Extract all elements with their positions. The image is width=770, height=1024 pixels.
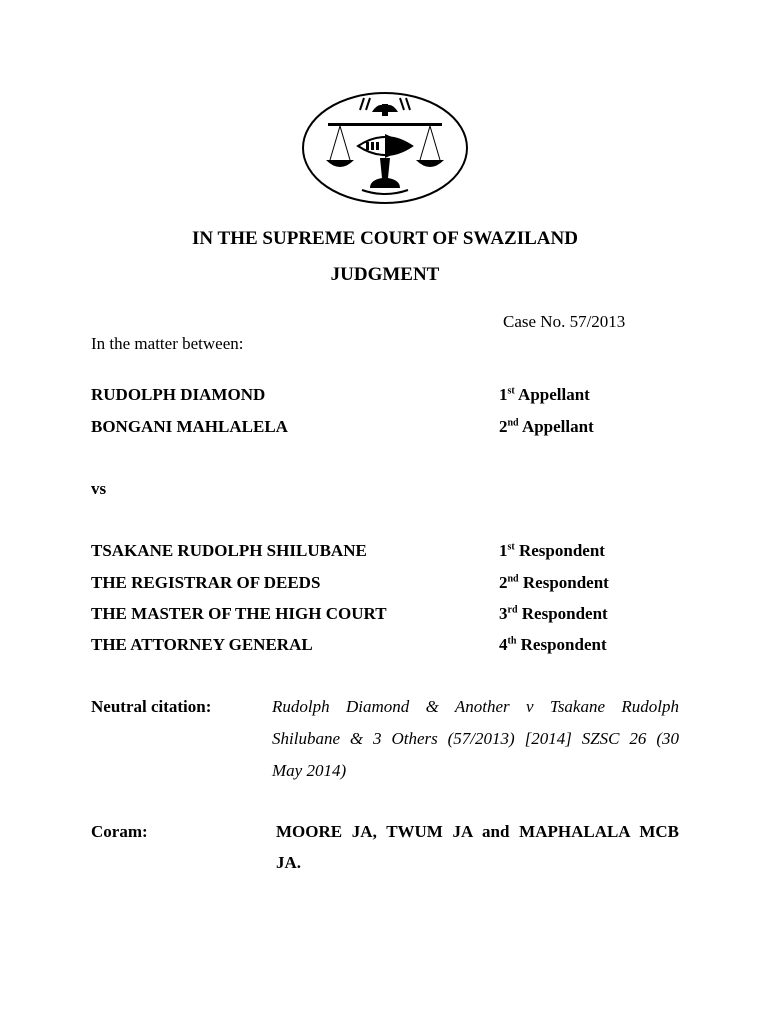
document-type: JUDGMENT xyxy=(330,264,440,285)
coram-line-2: JA. xyxy=(276,853,302,872)
respondent-1-role: 1st Respondent xyxy=(499,541,605,560)
respondent-2-role: 2nd Respondent xyxy=(499,573,609,592)
case-number: Case No. 57/2013 xyxy=(503,312,626,331)
court-seal-icon xyxy=(300,90,470,206)
versus-label: vs xyxy=(91,479,107,498)
neutral-citation-line-1: Rudolph Diamond & Another v Tsakane Rudolph xyxy=(272,697,679,716)
neutral-citation-line-2: Shilubane & 3 Others (57/2013) [2014] SZSC 26 (30 xyxy=(272,729,679,748)
court-title: IN THE SUPREME COURT OF SWAZILAND xyxy=(192,228,578,249)
coram-line-1: MOORE JA, TWUM JA and MAPHALALA MCB xyxy=(276,822,679,841)
appellant-2-name: BONGANI MAHLALELA xyxy=(91,417,288,436)
appellant-1-role: 1st Appellant xyxy=(499,385,590,404)
appellant-2-role: 2nd Appellant xyxy=(499,417,594,436)
respondent-3-role: 3rd Respondent xyxy=(499,604,608,623)
respondent-1-name: TSAKANE RUDOLPH SHILUBANE xyxy=(91,541,367,560)
neutral-citation-label: Neutral citation: xyxy=(91,697,212,716)
intro-text: In the matter between: xyxy=(91,334,244,353)
respondent-4-name: THE ATTORNEY GENERAL xyxy=(91,635,313,654)
coram-label: Coram: xyxy=(91,822,148,841)
neutral-citation-line-3: May 2014) xyxy=(272,761,347,780)
respondent-4-role: 4th Respondent xyxy=(499,635,607,654)
appellant-1-name: RUDOLPH DIAMOND xyxy=(91,385,266,404)
respondent-3-name: THE MASTER OF THE HIGH COURT xyxy=(91,604,387,623)
respondent-2-name: THE REGISTRAR OF DEEDS xyxy=(91,573,321,592)
